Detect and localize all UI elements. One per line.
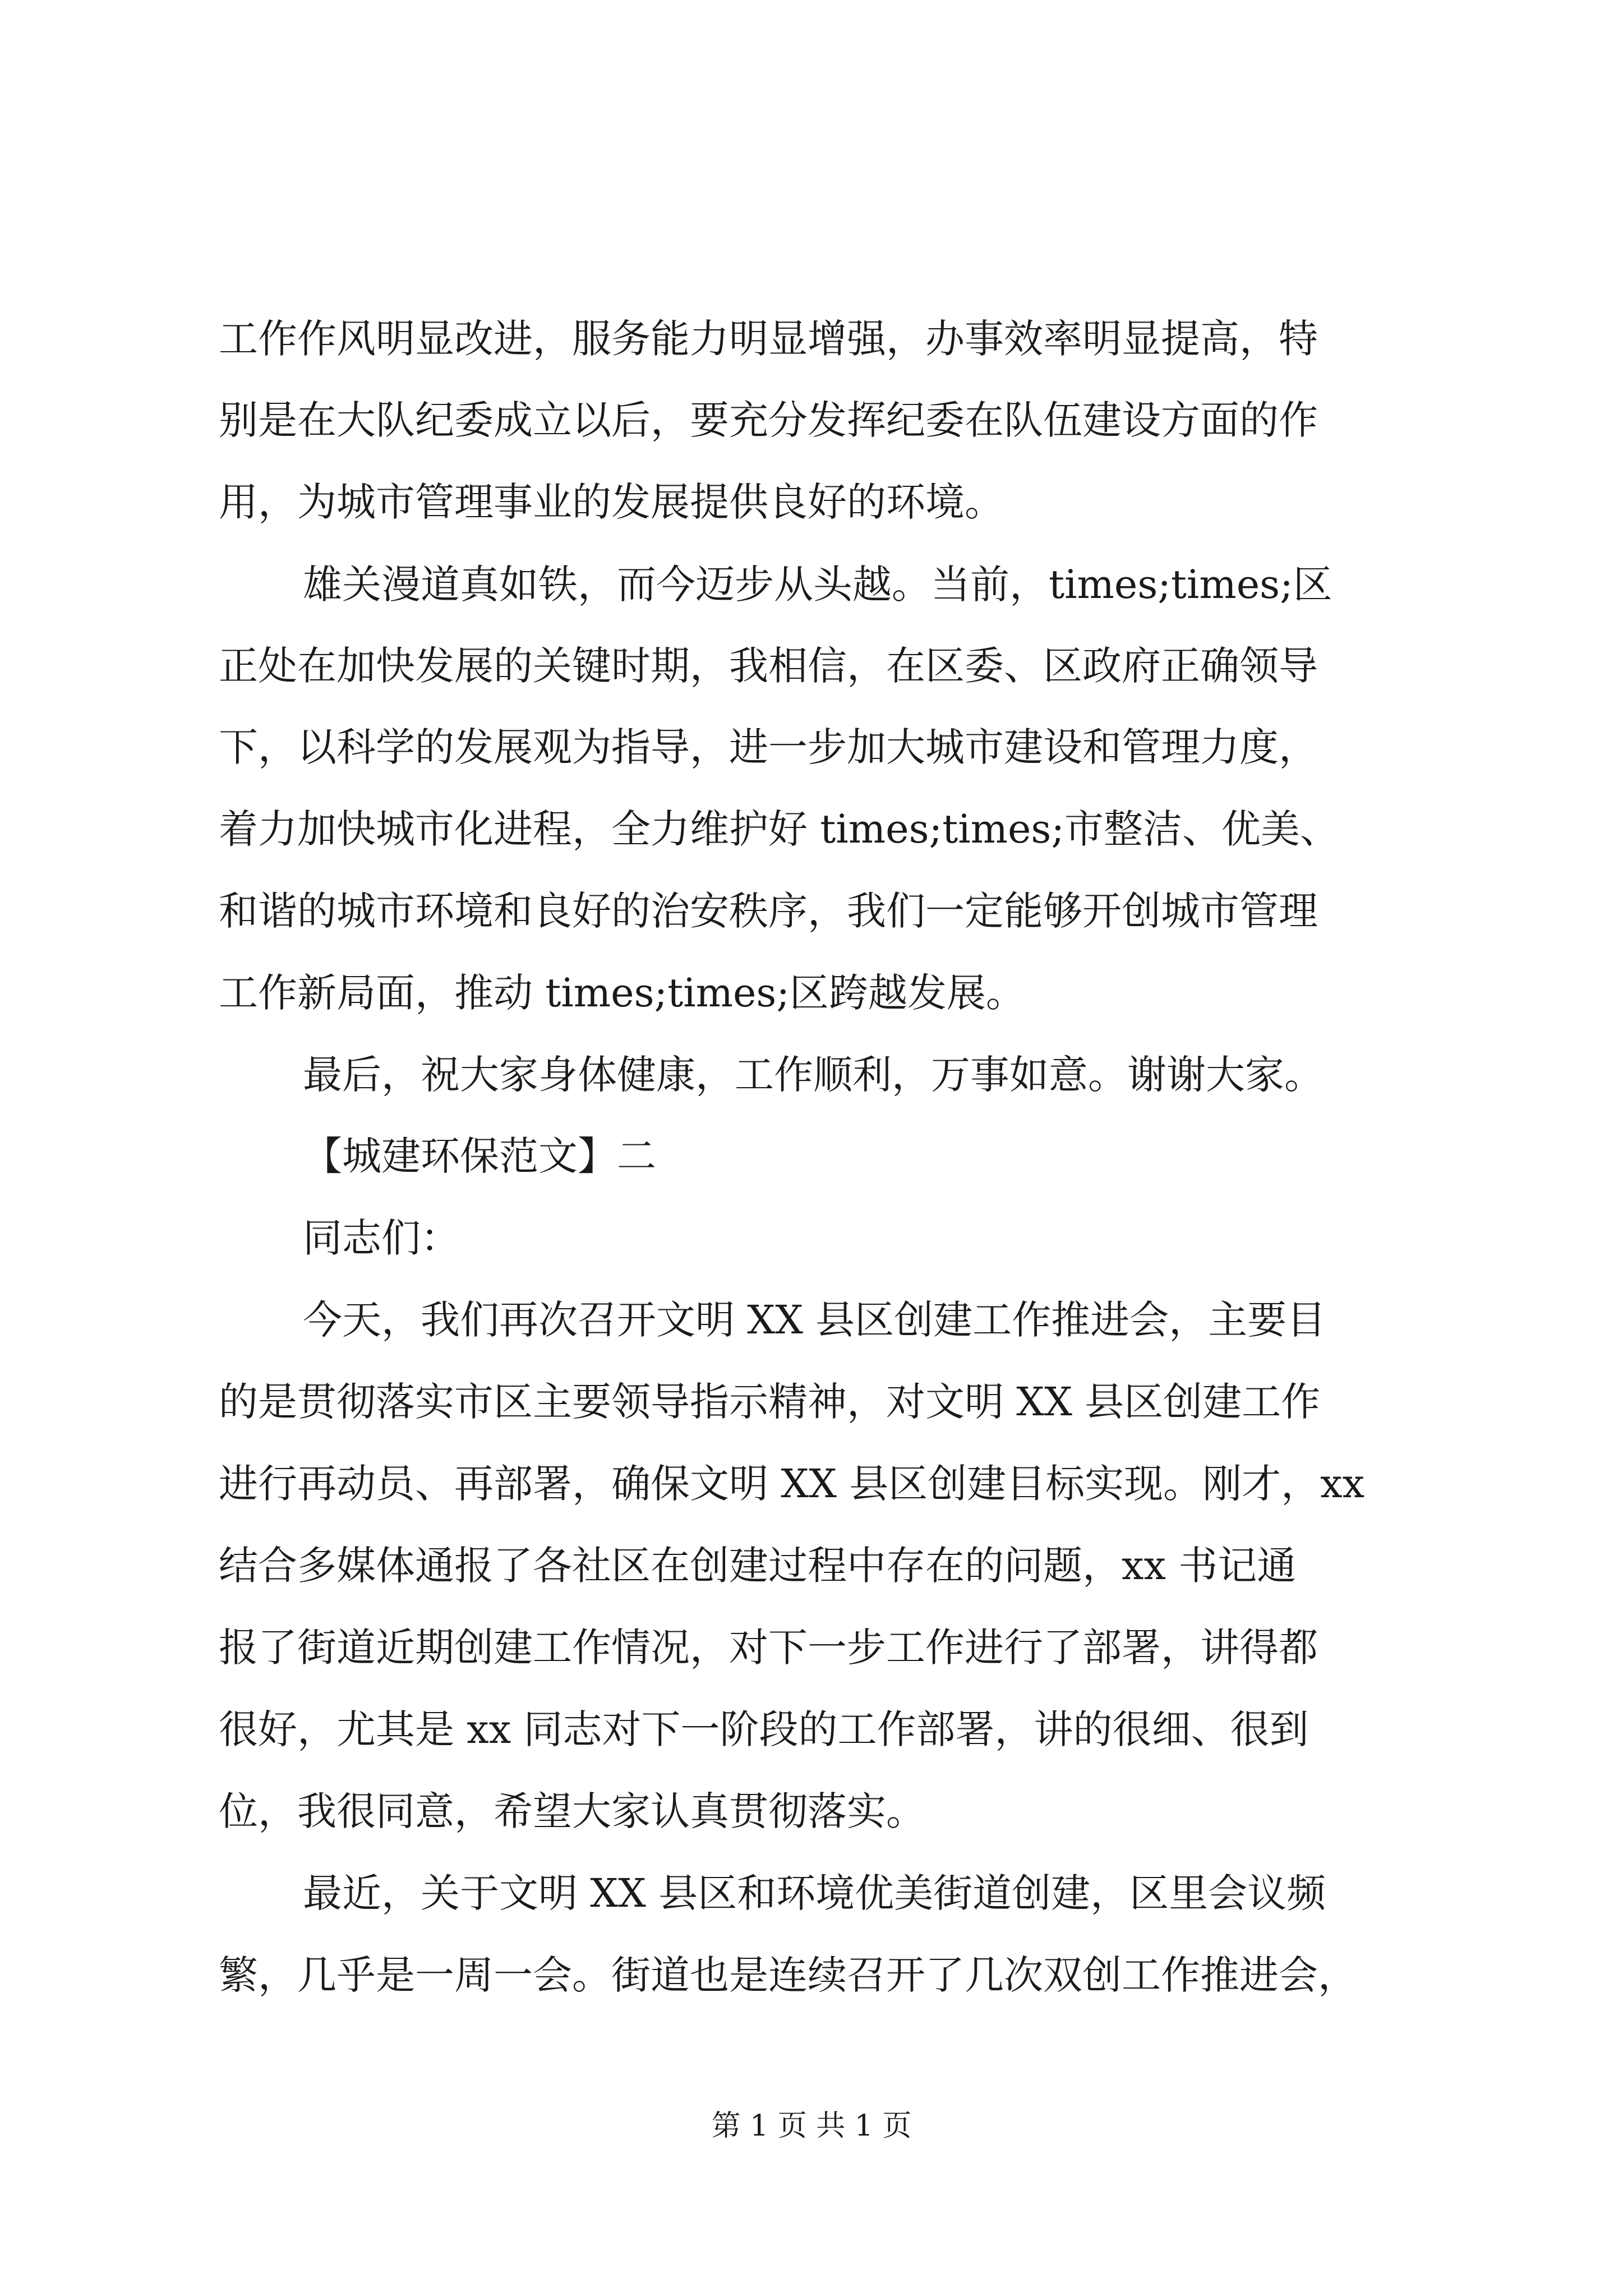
- text-line: 用，为城市管理事业的发展提供良好的环境。: [219, 479, 1004, 525]
- text-line: 正处在加快发展的关键时期，我相信，在区委、区政府正确领导: [219, 643, 1318, 689]
- text-line: 下，以科学的发展观为指导，进一步加大城市建设和管理力度，: [219, 724, 1318, 770]
- text-line: 今天，我们再次召开文明 XX 县区创建工作推进会，主要目: [303, 1297, 1326, 1343]
- text-line: 位，我很同意，希望大家认真贯彻落实。: [219, 1788, 925, 1834]
- text-line: 着力加快城市化进程，全力维护好 times;times;市整洁、优美、: [219, 806, 1339, 852]
- text-line: 报了街道近期创建工作情况，对下一步工作进行了部署，讲得都: [219, 1625, 1318, 1671]
- section-heading: 【城建环保范文】二: [303, 1133, 656, 1179]
- text-line: 和谐的城市环境和良好的治安秩序，我们一定能够开创城市管理: [219, 888, 1318, 934]
- text-line: 结合多媒体通报了各社区在创建过程中存在的问题，xx 书记通: [219, 1543, 1297, 1589]
- text-line: 工作作风明显改进，服务能力明显增强，办事效率明显提高，特: [219, 316, 1318, 362]
- text-line: 最后，祝大家身体健康，工作顺利，万事如意。谢谢大家。: [303, 1052, 1324, 1098]
- text-line: 很好，尤其是 xx 同志对下一阶段的工作部署，讲的很细、很到: [219, 1706, 1309, 1752]
- page-footer: 第 1 页 共 1 页: [711, 2109, 912, 2143]
- text-line: 雄关漫道真如铁，而今迈步从头越。当前，times;times;区: [303, 562, 1332, 608]
- text-line: 别是在大队纪委成立以后，要充分发挥纪委在队伍建设方面的作: [219, 397, 1318, 443]
- text-line: 进行再动员、再部署，确保文明 XX 县区创建目标实现。刚才，xx: [219, 1461, 1365, 1507]
- text-line: 最近，关于文明 XX 县区和环境优美街道创建，区里会议频: [303, 1870, 1326, 1916]
- text-line: 繁，几乎是一周一会。街道也是连续召开了几次双创工作推进会，: [219, 1952, 1357, 1998]
- salutation: 同志们：: [303, 1215, 460, 1261]
- text-line: 工作新局面，推动 times;times;区跨越发展。: [219, 970, 1025, 1016]
- text-line: 的是贯彻落实市区主要领导指示精神，对文明 XX 县区创建工作: [219, 1379, 1321, 1425]
